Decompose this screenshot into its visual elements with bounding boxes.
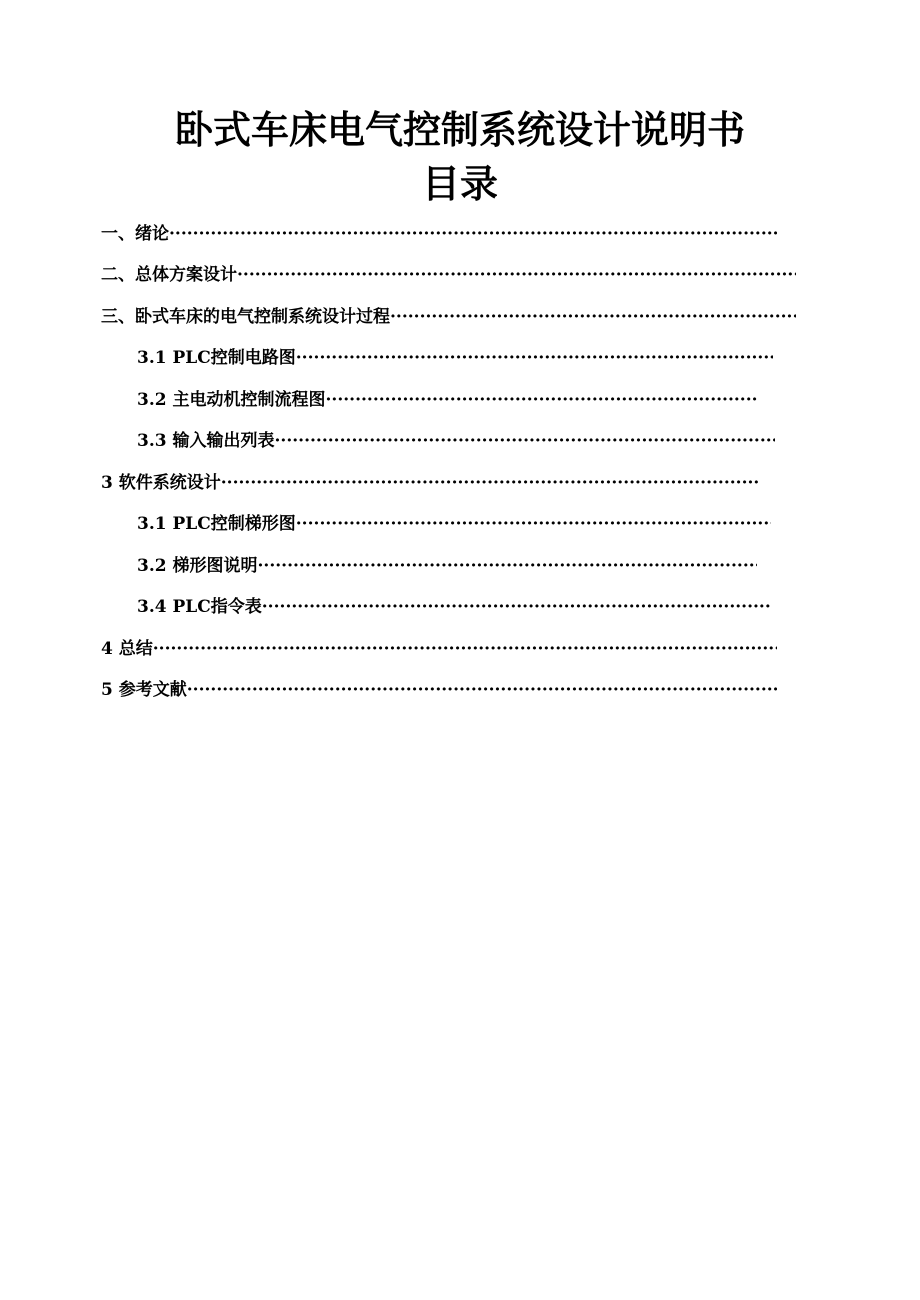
toc-dot-leader (153, 629, 777, 669)
toc-entry-label: 5 参考文献 (101, 680, 187, 700)
toc-dot-leader (275, 421, 776, 461)
toc-entry[interactable] (137, 380, 757, 420)
toc-dot-leader (296, 338, 773, 378)
toc-entry[interactable] (101, 670, 777, 710)
toc-entry[interactable] (137, 421, 775, 461)
toc-dot-leader (390, 297, 796, 337)
toc-dot-leader (221, 463, 758, 503)
toc-dot-leader (296, 504, 771, 544)
toc-dot-leader (187, 670, 777, 710)
toc-entry-label: 3.4 PLC指令表 (137, 597, 262, 617)
toc-entry-label: 3.3 输入输出列表 (137, 431, 275, 451)
toc-entry-label: 三、卧式车床的电气控制系统设计过程 (101, 307, 390, 327)
toc-dot-leader (326, 380, 758, 420)
toc-entry-label: 二、总体方案设计 (101, 265, 237, 285)
toc-entry-label: 3.2 主电动机控制流程图 (137, 390, 326, 410)
toc-entry-label: 3.2 梯形图说明 (137, 556, 258, 576)
toc-dot-leader (262, 587, 771, 627)
table-of-contents (0, 212, 920, 732)
toc-entry[interactable] (101, 629, 777, 669)
toc-entry-label: 3 软件系统设计 (101, 473, 221, 493)
toc-entry[interactable] (101, 214, 777, 254)
toc-entry[interactable] (101, 297, 796, 337)
toc-entry[interactable] (137, 338, 773, 378)
toc-entry-label: 4 总结 (101, 639, 153, 659)
toc-dot-leader (258, 546, 758, 586)
toc-entry-label: 3.1 PLC控制电路图 (137, 348, 296, 368)
toc-dot-leader (169, 214, 777, 254)
toc-entry[interactable] (137, 546, 757, 586)
toc-entry[interactable] (137, 504, 771, 544)
toc-heading: 目录 (421, 162, 498, 206)
toc-entry[interactable] (137, 587, 771, 627)
toc-entry[interactable] (101, 463, 758, 503)
toc-entry-label: 3.1 PLC控制梯形图 (137, 514, 296, 534)
toc-entry[interactable] (101, 255, 796, 295)
document-title: 卧式车床电气控制系统设计说明书 (174, 108, 745, 152)
toc-dot-leader (237, 255, 796, 295)
toc-entry-label: 一、绪论 (101, 224, 169, 244)
